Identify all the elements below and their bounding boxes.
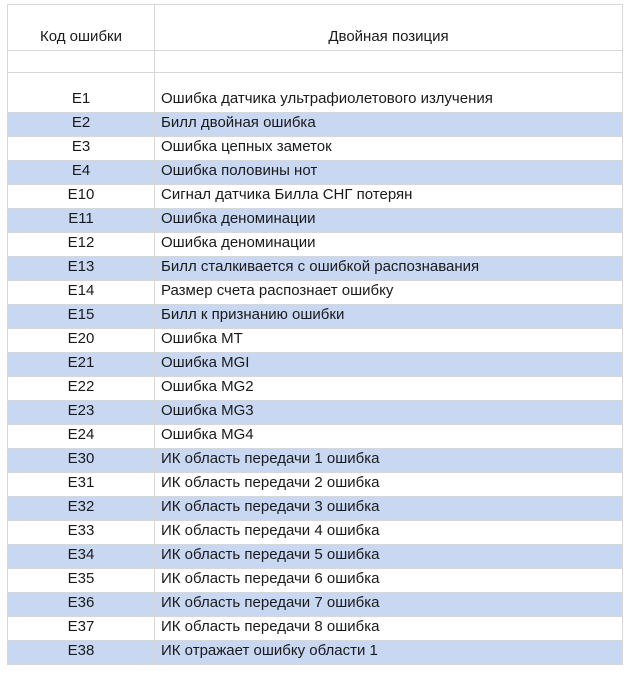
error-description-cell: Ошибка MG3	[155, 401, 623, 425]
error-code-cell: E14	[8, 281, 155, 305]
blank-cell	[155, 51, 623, 73]
table-row	[8, 257, 623, 281]
table-row	[8, 305, 623, 329]
error-code-cell: E13	[8, 257, 155, 281]
error-table-body	[8, 73, 623, 665]
error-code-cell: E34	[8, 545, 155, 569]
error-description-cell: Ошибка MGI	[155, 353, 623, 377]
table-row	[8, 281, 623, 305]
error-description-cell: Ошибка MT	[155, 329, 623, 353]
error-code-table	[7, 4, 623, 665]
table-row	[8, 569, 623, 593]
table-row	[8, 425, 623, 449]
table-row	[8, 401, 623, 425]
error-description-cell: Ошибка половины нот	[155, 161, 623, 185]
error-code-cell: E38	[8, 641, 155, 665]
error-description-cell: ИК область передачи 8 ошибка	[155, 617, 623, 641]
table-row	[8, 329, 623, 353]
error-description-cell: ИК область передачи 4 ошибка	[155, 521, 623, 545]
table-row	[8, 641, 623, 665]
table-row	[8, 137, 623, 161]
table-row	[8, 617, 623, 641]
error-code-cell: E37	[8, 617, 155, 641]
error-description-cell: Ошибка деноминации	[155, 233, 623, 257]
error-code-cell: E31	[8, 473, 155, 497]
table-row	[8, 73, 623, 113]
error-description-cell: Ошибка цепных заметок	[155, 137, 623, 161]
column-header-error-code: Код ошибки	[8, 5, 155, 51]
error-description-cell: Ошибка MG4	[155, 425, 623, 449]
table-row	[8, 473, 623, 497]
table-row	[8, 449, 623, 473]
table-row	[8, 521, 623, 545]
error-code-cell: E12	[8, 233, 155, 257]
table-row	[8, 113, 623, 137]
error-code-cell: E23	[8, 401, 155, 425]
table-row	[8, 377, 623, 401]
error-description-cell: ИК область передачи 6 ошибка	[155, 569, 623, 593]
error-code-cell: E1	[8, 73, 155, 113]
error-code-cell: E4	[8, 161, 155, 185]
error-code-cell: E32	[8, 497, 155, 521]
error-code-cell: E33	[8, 521, 155, 545]
table-row	[8, 497, 623, 521]
table-row	[8, 185, 623, 209]
blank-cell	[8, 51, 155, 73]
table-row	[8, 233, 623, 257]
error-code-cell: E35	[8, 569, 155, 593]
table-row	[8, 593, 623, 617]
table-row	[8, 353, 623, 377]
error-description-cell: ИК отражает ошибку области 1	[155, 641, 623, 665]
table-row	[8, 161, 623, 185]
error-description-cell: ИК область передачи 7 ошибка	[155, 593, 623, 617]
error-description-cell: ИК область передачи 2 ошибка	[155, 473, 623, 497]
error-description-cell: Сигнал датчика Билла СНГ потерян	[155, 185, 623, 209]
error-description-cell: Билл к признанию ошибки	[155, 305, 623, 329]
error-description-cell: Ошибка деноминации	[155, 209, 623, 233]
table-row	[8, 545, 623, 569]
error-code-cell: E30	[8, 449, 155, 473]
error-code-cell: E10	[8, 185, 155, 209]
error-description-cell: ИК область передачи 5 ошибка	[155, 545, 623, 569]
error-description-cell: ИК область передачи 1 ошибка	[155, 449, 623, 473]
table-header-row	[8, 5, 623, 51]
error-code-cell: E3	[8, 137, 155, 161]
error-description-cell: Ошибка датчика ультрафиолетового излучения	[155, 73, 623, 113]
error-code-cell: E36	[8, 593, 155, 617]
error-code-cell: E15	[8, 305, 155, 329]
error-description-cell: Ошибка MG2	[155, 377, 623, 401]
table-row	[8, 209, 623, 233]
error-description-cell: Размер счета распознает ошибку	[155, 281, 623, 305]
error-code-cell: E24	[8, 425, 155, 449]
error-description-cell: Билл двойная ошибка	[155, 113, 623, 137]
error-code-cell: E11	[8, 209, 155, 233]
column-header-double-position: Двойная позиция	[155, 5, 623, 51]
error-code-cell: E22	[8, 377, 155, 401]
error-code-cell: E20	[8, 329, 155, 353]
error-description-cell: Билл сталкивается с ошибкой распознавания	[155, 257, 623, 281]
error-code-cell: E2	[8, 113, 155, 137]
error-code-cell: E21	[8, 353, 155, 377]
error-description-cell: ИК область передачи 3 ошибка	[155, 497, 623, 521]
blank-row	[8, 51, 623, 73]
